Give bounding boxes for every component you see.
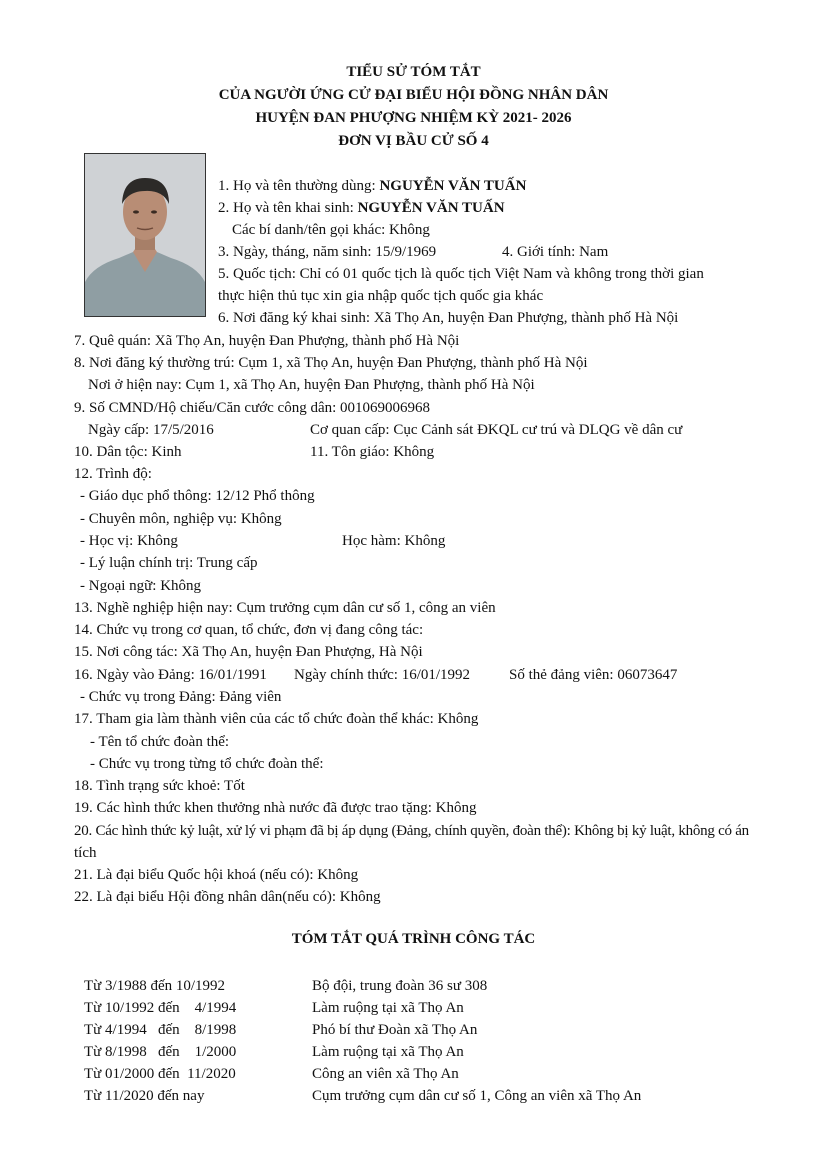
birth-registration-place: 6. Nơi đăng ký khai sinh: Xã Thọ An, huyện Đan Phượng, thành phố Hà Nội [218,310,679,326]
national-assembly-deputy: 21. Là đại biểu Quốc hội khoá (nếu có): Không [74,867,359,883]
mass-organizations: 17. Tham gia làm thành viên của các tổ chức đoàn thể khác: Không [74,711,479,727]
general-education: - Giáo dục phổ thông: 12/12 Phổ thông [80,488,315,504]
document-electoral-unit: ĐƠN VỊ BẦU CỬ SỐ 4 [338,133,489,149]
peoples-council-deputy: 22. Là đại biểu Hội đồng nhân dân(nếu có): Không [74,889,381,905]
gender: 4. Giới tính: Nam [502,244,609,260]
permanent-residence: 8. Nơi đăng ký thường trú: Cụm 1, xã Thọ An, huyện Đan Phượng, thành phố Hà Nội [74,355,588,371]
common-name [218,177,526,195]
ethnicity: 10. Dân tộc: Kinh [74,444,182,460]
work-description: Làm ruộng tại xã Thọ An [312,1000,464,1016]
birth-name-label: 2. Họ và tên khai sinh: [218,200,358,216]
birth-name [218,199,505,217]
work-description: Công an viên xã Thọ An [312,1066,459,1082]
document-district: HUYỆN ĐAN PHƯỢNG NHIỆM KỲ 2021- 2026 [255,110,572,126]
work-history-title: TÓM TẮT QUÁ TRÌNH CÔNG TÁC [291,931,536,947]
party-official-date: Ngày chính thức: 16/01/1992 [294,667,471,683]
id-issue-date: Ngày cấp: 17/5/2016 [88,422,214,438]
academic-degree: - Học vị: Không [80,533,178,549]
id-number: 9. Số CMND/Hộ chiếu/Căn cước công dân: 001069006968 [74,400,431,416]
current-residence: Nơi ở hiện nay: Cụm 1, xã Thọ An, huyện Đan Phượng, thành phố Hà Nội [88,377,535,393]
nationality: 5. Quốc tịch: Chỉ có 01 quốc tịch là quốc tịch Việt Nam và không trong thời gian [218,266,704,282]
religion: 11. Tôn giáo: Không [310,444,435,460]
current-occupation: 13. Nghề nghiệp hiện nay: Cụm trưởng cụm dân cư số 1, công an viên [74,600,496,616]
work-period: Từ 3/1988 đến 10/1992 [84,978,226,994]
work-description: Cụm trưởng cụm dân cư số 1, Công an viên xã Thọ An [312,1088,642,1104]
work-description: Phó bí thư Đoàn xã Thọ An [312,1022,478,1038]
organization-name: - Tên tổ chức đoàn thể: [90,734,230,750]
health-status: 18. Tình trạng sức khoẻ: Tốt [74,778,245,794]
foreign-language: - Ngoại ngữ: Không [80,578,202,594]
political-theory: - Lý luận chính trị: Trung cấp [80,555,258,571]
academic-title: Học hàm: Không [342,533,446,549]
work-period: Từ 01/2000 đến 11/2020 [84,1066,236,1082]
work-description: Bộ đội, trung đoàn 36 sư 308 [312,978,488,994]
portrait-photo [84,153,206,317]
date-of-birth: 3. Ngày, tháng, năm sinh: 15/9/1969 [218,244,437,260]
party-card-number: Số thẻ đảng viên: 06073647 [509,667,678,683]
awards: 19. Các hình thức khen thưởng nhà nước đã được trao tặng: Không [74,800,477,816]
work-period: Từ 10/1992 đến 4/1994 [84,1000,237,1016]
work-description: Làm ruộng tại xã Thọ An [312,1044,464,1060]
document-subtitle: CỦA NGƯỜI ỨNG CỬ ĐẠI BIỂU HỘI ĐỒNG NHÂN DÂN [218,87,609,103]
current-position: 14. Chức vụ trong cơ quan, tổ chức, đơn vị đang công tác: [74,622,424,638]
portrait-image [85,154,205,316]
birth-name-value: NGUYỄN VĂN TUẤN [357,200,505,216]
common-name-label: 1. Họ và tên thường dùng: [218,178,380,194]
work-period: Từ 8/1998 đến 1/2000 [84,1044,237,1060]
disciplinary-record-continued: tích [74,845,97,861]
workplace: 15. Nơi công tác: Xã Thọ An, huyện Đan Phượng, Hà Nội [74,644,423,660]
disciplinary-record: 20. Các hình thức kỷ luật, xử lý vi phạm đã bị áp dụng (Đảng, chính quyền, đoàn thể): Không bị kỷ luật, không có án [74,823,749,839]
education-heading: 12. Trình độ: [74,466,152,482]
party-position: - Chức vụ trong Đảng: Đảng viên [80,689,282,705]
aliases: Các bí danh/tên gọi khác: Không [232,222,430,238]
common-name-value: NGUYỄN VĂN TUẤN [379,178,527,194]
organization-position: - Chức vụ trong từng tổ chức đoàn thể: [90,756,324,772]
id-issuing-authority: Cơ quan cấp: Cục Cảnh sát ĐKQL cư trú và DLQG về dân cư [310,422,683,438]
work-period: Từ 11/2020 đến nay [84,1088,205,1104]
specialization: - Chuyên môn, nghiệp vụ: Không [80,511,282,527]
party-admission-date: 16. Ngày vào Đảng: 16/01/1991 [74,667,267,683]
work-period: Từ 4/1994 đến 8/1998 [84,1022,237,1038]
document-title: TIỂU SỬ TÓM TẮT [346,64,481,80]
nationality-continued: thực hiện thủ tục xin gia nhập quốc tịch quốc gia khác [218,288,544,304]
hometown: 7. Quê quán: Xã Thọ An, huyện Đan Phượng, thành phố Hà Nội [74,333,460,349]
